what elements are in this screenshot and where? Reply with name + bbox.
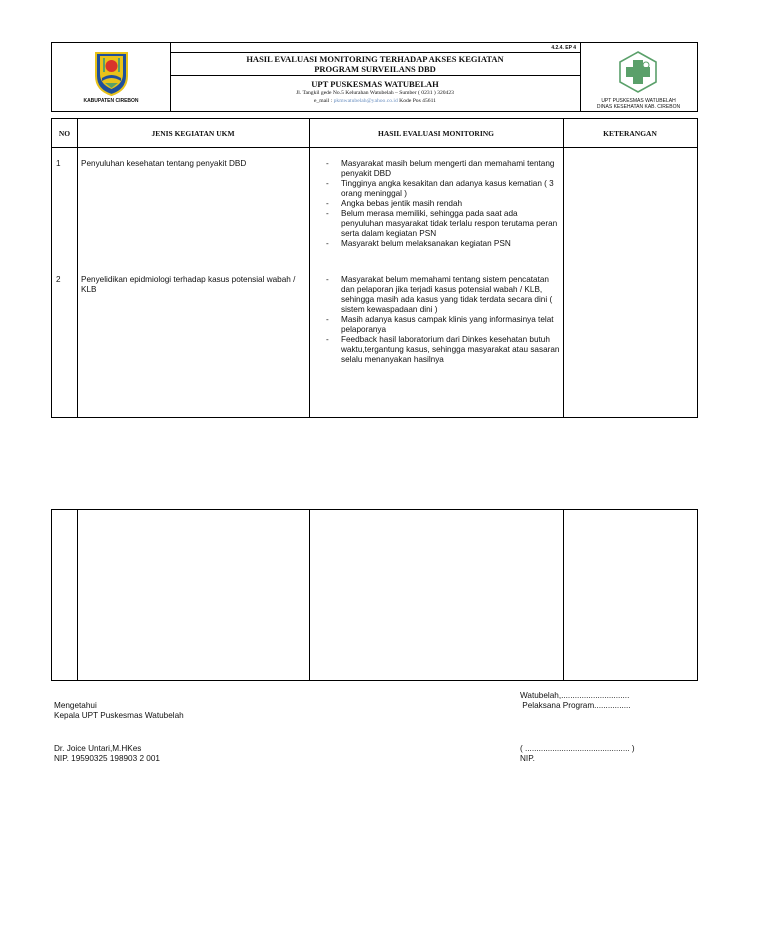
list-item: - Masyarakat masih belum mengerti dan memahami tentang penyakit DBD bbox=[341, 159, 559, 179]
list-item: - Masyarakt belum melaksanakan kegiatan PSN bbox=[341, 239, 559, 249]
column-divider bbox=[563, 119, 564, 417]
right-caption-line-1: UPT PUSKESMAS WATUBELAH bbox=[601, 98, 676, 104]
email-line bbox=[170, 97, 580, 105]
sign-left-acknowledge: Mengetahui bbox=[54, 701, 97, 710]
list-item: - Masyarakat belum memahami tentang sistem pencatatan dan pelaporan jika terjadi kasus potensial wabah / KLB, sehingga masih ada kasus yang tidak terdata secara dini ( sistem kewaspadaan dini ) bbox=[341, 275, 561, 315]
row-2-kegiatan: Penyelidikan epidmiologi terhadap kasus potensial wabah / KLB bbox=[81, 275, 296, 294]
list-item: - Tingginya angka kesakitan dan adanya kasus kematian ( 3 orang meninggal ) bbox=[341, 179, 559, 199]
monitoring-table bbox=[51, 118, 698, 418]
list-item: - Belum merasa memiliki, sehingga pada saat ada penyuluhan masyarakat tidak terlalu respon terutama peran serta dalam kegiatan PSN bbox=[341, 209, 559, 239]
header-row-divider bbox=[52, 147, 697, 148]
column-divider bbox=[309, 119, 310, 417]
header-title-cell bbox=[170, 43, 581, 111]
sign-right-place-date: Watubelah,.............................. bbox=[520, 691, 630, 700]
row-1-kegiatan: Penyuluhan kesehatan tentang penyakit DBD bbox=[81, 159, 247, 168]
document-header bbox=[51, 42, 698, 112]
row-1-hasil-list bbox=[341, 159, 559, 249]
column-header-hasil-evaluasi: HASIL EVALUASI MONITORING bbox=[377, 129, 494, 138]
list-item: - Feedback hasil laboratorium dari Dinkes kesehatan butuh waktu,tergantung kasus, sehingga masyarakat atau sasaran selalu menanyakan hasilnya bbox=[341, 335, 561, 365]
header-divider bbox=[170, 75, 580, 76]
continuation-table bbox=[51, 509, 698, 681]
header-divider bbox=[170, 52, 580, 53]
column-divider bbox=[309, 510, 310, 680]
column-divider bbox=[77, 510, 78, 680]
sign-right-name: ( .............................................. ) bbox=[520, 744, 635, 753]
sign-right-nip: NIP. bbox=[520, 754, 535, 763]
list-item: - Masih adanya kasus campak klinis yang informasinya telat pelaporanya bbox=[341, 315, 561, 335]
sign-left-nip: NIP. 19590325 198903 2 001 bbox=[54, 754, 160, 763]
sign-left-name: Dr. Joice Untari,M.HKes bbox=[54, 744, 142, 753]
postal-code: Kode Pos 45611 bbox=[397, 98, 436, 104]
sign-left-title: Kepala UPT Puskesmas Watubelah bbox=[54, 711, 184, 720]
title-line-1: HASIL EVALUASI MONITORING TERHADAP AKSES KEGIATAN bbox=[246, 54, 504, 64]
org-name: UPT PUSKESMAS WATUBELAH bbox=[311, 79, 439, 89]
row-2-no: 2 bbox=[56, 275, 61, 284]
email-label: e_mail : bbox=[314, 98, 334, 104]
title-line-2: PROGRAM SURVEILANS DBD bbox=[314, 64, 436, 74]
form-code: 4.2.4. EP 4 bbox=[551, 45, 576, 51]
column-header-no: NO bbox=[58, 129, 71, 138]
kabupaten-cirebon-emblem-icon bbox=[93, 50, 130, 96]
puskesmas-cross-logo-icon bbox=[616, 50, 660, 94]
list-item: - Angka bebas jentik masih rendah bbox=[341, 199, 559, 209]
column-header-jenis-kegiatan: JENIS KEGIATAN UKM bbox=[151, 129, 235, 138]
header-logo-cell bbox=[52, 43, 171, 111]
email-link[interactable]: pkmwatubelah@yahoo.co.id bbox=[333, 98, 398, 104]
column-header-keterangan: KETERANGAN bbox=[603, 129, 657, 138]
column-divider bbox=[77, 119, 78, 417]
header-puskesmas-logo-cell bbox=[580, 43, 697, 111]
column-divider bbox=[563, 510, 564, 680]
left-logo-caption: KABUPATEN CIREBON bbox=[83, 98, 139, 104]
address: Jl. Tangkil gede No.5 Kelurahan Watubelah – Sumber ( 0231 ) 320423 bbox=[296, 90, 454, 96]
row-1-no: 1 bbox=[56, 159, 61, 168]
sign-right-role: Pelaksana Program................ bbox=[520, 701, 631, 710]
right-caption-line-2: DINAS KESEHATAN KAB. CIREBON bbox=[596, 104, 681, 110]
row-2-hasil-list bbox=[341, 275, 561, 365]
